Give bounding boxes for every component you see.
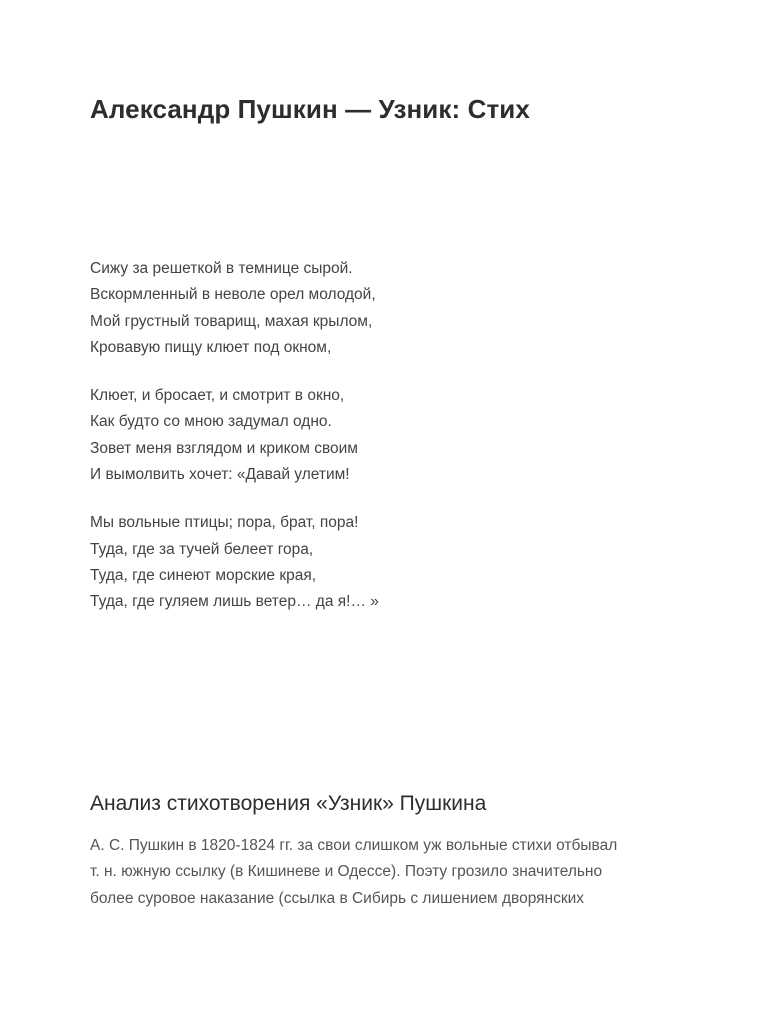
poem bbox=[90, 256, 710, 638]
poem-line: Мой грустный товарищ, махая крылом, bbox=[90, 312, 373, 330]
poem-line: Как будто со мною задумал одно. bbox=[90, 413, 332, 431]
poem-stanza bbox=[90, 510, 710, 615]
poem-stanza bbox=[90, 383, 710, 488]
paragraph-line: А. С. Пушкин в 1820-1824 гг. за свои слишком уж вольные стихи отбывал bbox=[90, 837, 618, 854]
analysis-section bbox=[90, 789, 710, 912]
poem-line: Туда, где гуляем лишь ветер… да я!… » bbox=[90, 593, 379, 611]
paragraph-line: т. н. южную ссылку (в Кишиневе и Одессе). Поэту грозило значительно bbox=[90, 863, 603, 881]
poem-stanza bbox=[90, 256, 710, 361]
poem-line: Мы вольные птицы; пора, брат, пора! bbox=[90, 514, 359, 532]
section-heading: Анализ стихотворения «Узник» Пушкина bbox=[90, 792, 487, 815]
poem-line: Клюет, и бросает, и смотрит в окно, bbox=[90, 387, 345, 405]
poem-line: Зовет меня взглядом и криком своим bbox=[90, 439, 358, 457]
page-title: Александр Пушкин — Узник: Стих bbox=[90, 94, 530, 124]
poem-line: Сижу за решеткой в темнице сырой. bbox=[90, 260, 353, 277]
paragraph-line: более суровое наказание (ссылка в Сибирь с лишением дворянских bbox=[90, 889, 585, 907]
poem-line: Вскормленный в неволе орел молодой, bbox=[90, 286, 376, 304]
poem-line: Туда, где синеют морские края, bbox=[90, 566, 317, 584]
poem-line: Кровавую пищу клюет под окном, bbox=[90, 338, 332, 356]
poem-line: И вымолвить хочет: «Давай улетим! bbox=[90, 466, 350, 484]
poem-line: Туда, где за тучей белеет гора, bbox=[90, 540, 314, 558]
analysis-paragraph bbox=[90, 833, 710, 912]
